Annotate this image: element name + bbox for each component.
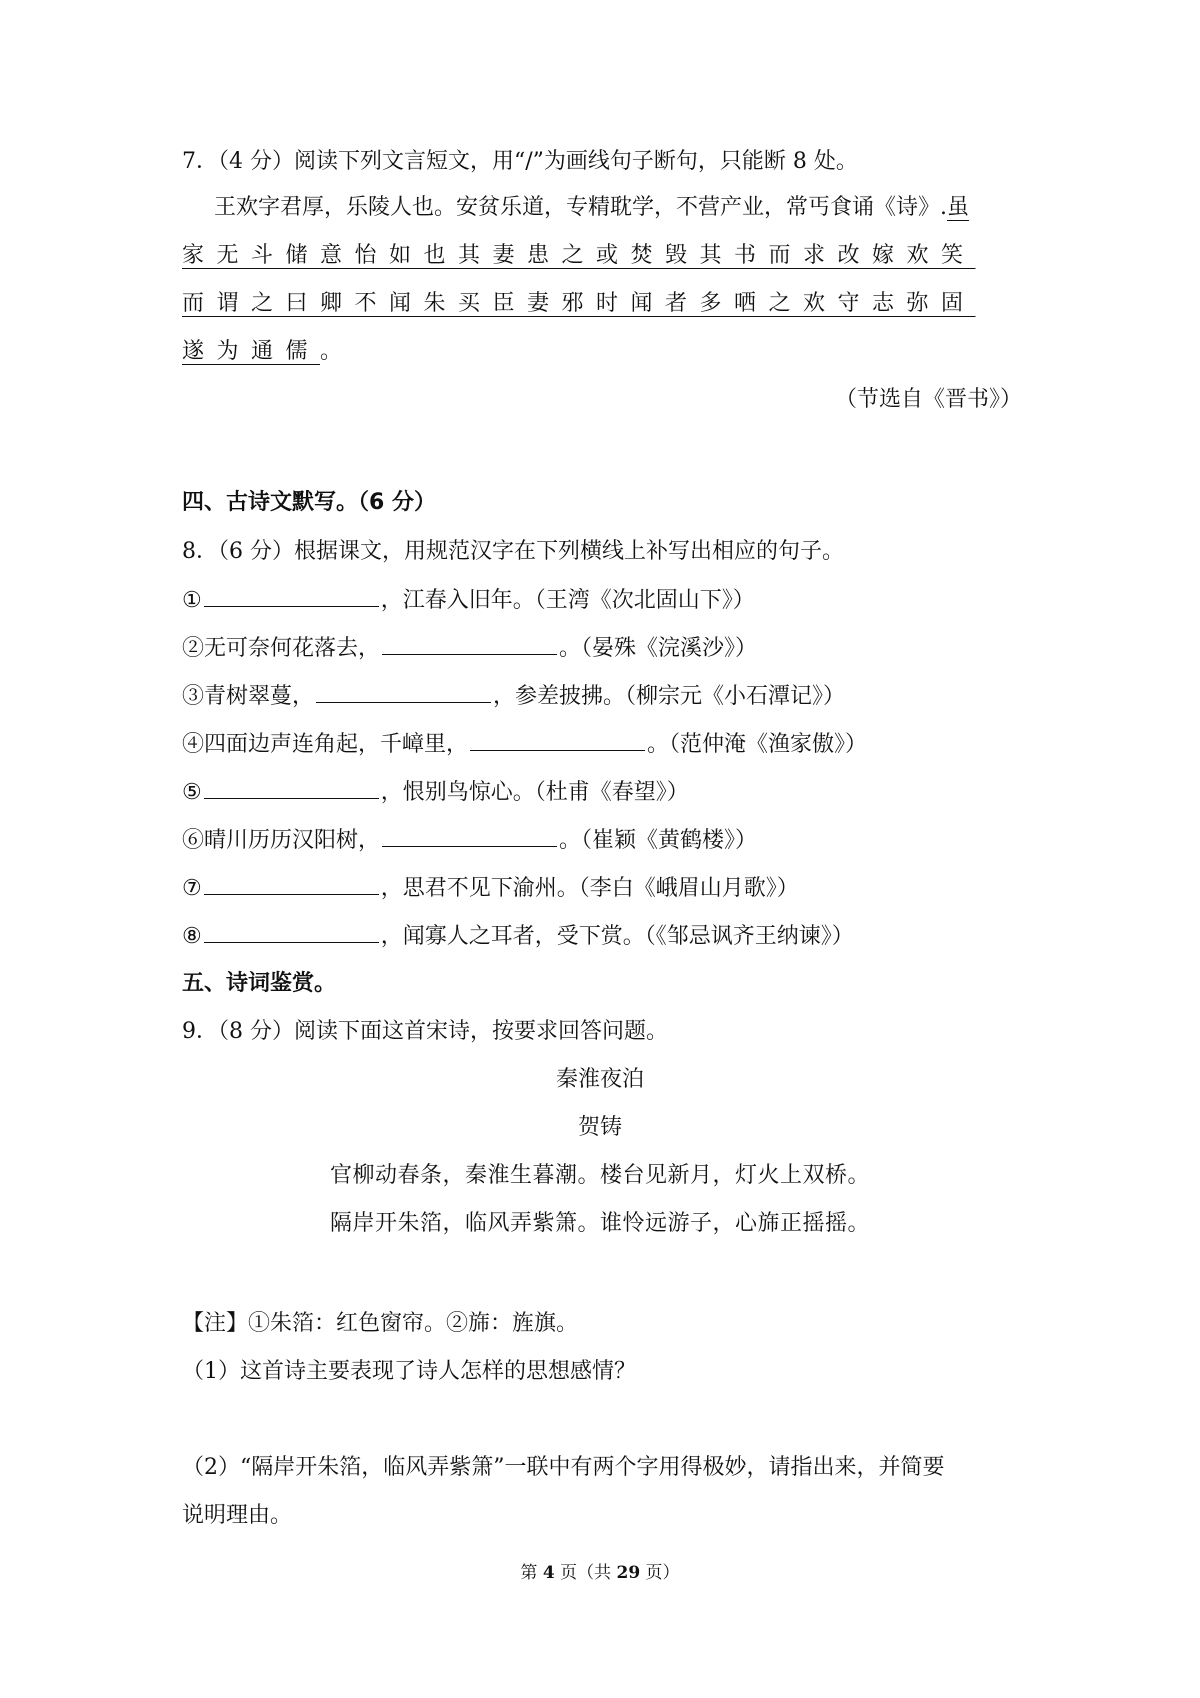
q8-item-7 (182, 872, 799, 905)
poem-line-2: 隔岸开朱箔，临风弄紫箫。谁怜远游子，心旆正摇摇。 (329, 1211, 870, 1236)
q8-item-pre: ④四面边声连角起，千嶂里， (182, 732, 469, 757)
q7-passage-line-1 (214, 192, 969, 224)
footer-suffix: 页） (640, 1563, 680, 1583)
q8-item-pre: ⑧ (182, 924, 202, 949)
q8-item-post: 。（晏殊《浣溪沙》） (559, 636, 758, 661)
q8-item-pre: ⑤ (182, 780, 202, 805)
q7-passage-line-4 (182, 336, 342, 368)
q8-item-post: ，思君不见下渝州。（李白《峨眉山月歌》） (380, 876, 799, 901)
q8-item-pre: ②无可奈何花落去， (182, 636, 381, 661)
q8-item-3 (182, 680, 845, 713)
q9-sub2-line-1: （2）“隔岸开朱箔，临风弄紫箫”一联中有两个字用得极妙，请指出来，并简要 (182, 1455, 945, 1480)
q9-sub2-line-2: 说明理由。 (182, 1503, 293, 1528)
q8-item-5 (182, 776, 689, 809)
answer-blank[interactable] (382, 632, 557, 655)
answer-blank[interactable] (382, 824, 557, 847)
q8-item-4 (182, 728, 867, 761)
answer-blank[interactable] (316, 680, 491, 703)
answer-blank[interactable] (204, 872, 379, 895)
page-number: 4 (542, 1563, 555, 1583)
footer-prefix: 第 (520, 1563, 543, 1583)
q7-underlined-1: 虽 (947, 195, 970, 220)
section4-heading: 四、古诗文默写。（6 分） (182, 490, 436, 515)
q8-item-post: 。（范仲淹《渔家傲》） (647, 732, 868, 757)
page-footer (0, 1558, 1200, 1583)
q7-passage-start: 王欢字君厚，乐陵人也。安贫乐道，专精耽学，不营产业，常丐食诵《诗》. (214, 195, 947, 220)
q8-item-pre: ⑥晴川历历汉阳树， (182, 828, 381, 853)
total-pages: 29 (616, 1563, 641, 1583)
q7-passage-end: 。 (320, 339, 343, 364)
q8-item-post: 。（崔颖《黄鹤楼》） (559, 828, 758, 853)
answer-blank[interactable] (204, 920, 379, 943)
q8-item-pre: ③青树翠蔓， (182, 684, 315, 709)
q7-underlined-3: 而谓之曰卿不闻朱买臣妻邪时闻者多哂之欢守志弥固 (182, 291, 976, 316)
poem-title: 秦淮夜泊 (555, 1067, 644, 1092)
q8-item-post: ，闻寡人之耳者，受下赏。（《邹忌讽齐王纳谏》） (380, 924, 854, 949)
q8-item-post: ，江春入旧年。（王湾《次北固山下》） (380, 588, 755, 613)
q9-sub1: （1）这首诗主要表现了诗人怎样的思想感情？ (182, 1359, 636, 1384)
q7-underlined-2: 家无斗储意怡如也其妻患之或焚毁其书而求改嫁欢笑 (182, 243, 976, 268)
poem-note: 【注】①朱箔：红色窗帘。②旆：旌旗。 (182, 1311, 579, 1336)
q8-item-8 (182, 920, 854, 953)
q8-item-pre: ⑦ (182, 876, 202, 901)
footer-middle: 页（共 (554, 1563, 617, 1583)
poem-author: 贺铸 (577, 1115, 622, 1140)
q7-prompt: 7．（4 分）阅读下列文言短文，用“/”为画线句子断句，只能断 8 处。 (182, 149, 858, 174)
q8-item-pre: ① (182, 588, 202, 613)
q9-prompt: 9．（8 分）阅读下面这首宋诗，按要求回答问题。 (182, 1019, 668, 1044)
answer-blank[interactable] (204, 776, 379, 799)
q8-item-post: ，参差披拂。（柳宗元《小石潭记》） (493, 684, 846, 709)
q8-item-2 (182, 632, 757, 665)
q7-source: （节选自《晋书》） (834, 387, 1022, 412)
q8-item-1 (182, 584, 755, 617)
answer-blank[interactable] (470, 728, 645, 751)
q8-item-post: ，恨别鸟惊心。（杜甫《春望》） (380, 780, 689, 805)
section5-heading: 五、诗词鉴赏。 (182, 971, 337, 996)
poem-line-1: 官柳动春条，秦淮生暮潮。楼台见新月，灯火上双桥。 (329, 1163, 870, 1188)
answer-blank[interactable] (204, 584, 379, 607)
q7-underlined-4: 遂为通儒 (182, 339, 321, 364)
q8-prompt: 8．（6 分）根据课文，用规范汉字在下列横线上补写出相应的句子。 (182, 539, 844, 564)
q8-item-6 (182, 824, 757, 857)
